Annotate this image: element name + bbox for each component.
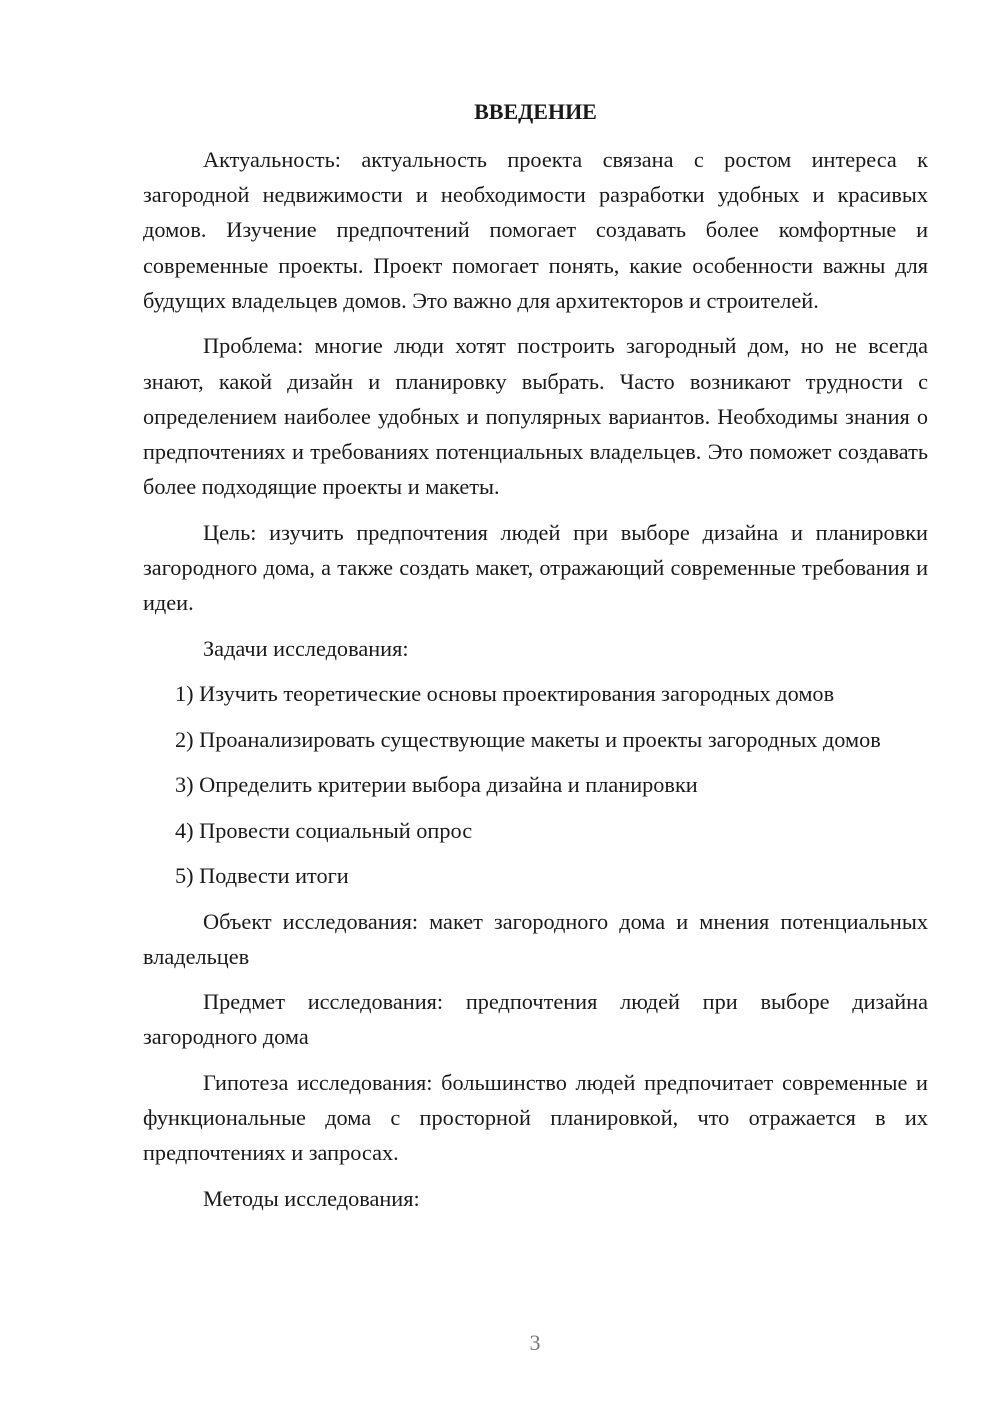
paragraph-problem: Проблема: многие люди хотят построить загородный дом, но не всегда знают, какой дизайн и планировку выбрать. Часто возникают трудности с определением наиболее удобных и популярных вариантов. Необходимы знания о предпочтениях и требованиях потенциальных владельцев. Это поможет создавать более подходящие проекты и макеты. xyxy=(143,333,928,500)
paragraph-relevance: Актуальность: актуальность проекта связана с ростом интереса к загородной недвижимости и необходимости разработки удобных и красивых домов. Изучение предпочтений помогает создавать более комфортные и современные проекты. Проект помогает понять, какие особенности важны для будущих владельцев домов. Это важно для архитекторов и строителей. xyxy=(143,147,928,313)
paragraph-goal: Цель: изучить предпочтения людей при выборе дизайна и планировки загородного дома, а также создать макет, отражающий современные требования и идеи. xyxy=(143,519,928,616)
task-item-4: 4) Провести социальный опрос xyxy=(175,817,473,843)
paragraph-hypothesis: Гипотеза исследования: большинство людей предпочитает современные и функциональные дома с просторной планировкой, что отражается в их предпочтениях и запросах. xyxy=(143,1069,928,1166)
paragraph-object: Объект исследования: макет загородного дома и мнения потенциальных владельцев xyxy=(143,908,928,969)
task-item-2: 2) Проанализировать существующие макеты и проекты загородных домов xyxy=(175,726,881,752)
page-number: 3 xyxy=(529,1330,541,1355)
document-body xyxy=(143,142,928,1226)
task-item-1: 1) Изучить теоретические основы проектирования загородных домов xyxy=(175,681,835,707)
paragraph-methods-title: Методы исследования: xyxy=(203,1185,420,1211)
task-item-5: 5) Подвести итоги xyxy=(175,863,349,889)
paragraph-subject: Предмет исследования: предпочтения людей при выборе дизайна загородного дома xyxy=(143,989,928,1050)
task-item-3: 3) Определить критерии выбора дизайна и планировки xyxy=(175,772,698,798)
paragraph-tasks-title: Задачи исследования: xyxy=(203,635,409,661)
page-title: ВВЕДЕНИЕ xyxy=(474,99,597,124)
